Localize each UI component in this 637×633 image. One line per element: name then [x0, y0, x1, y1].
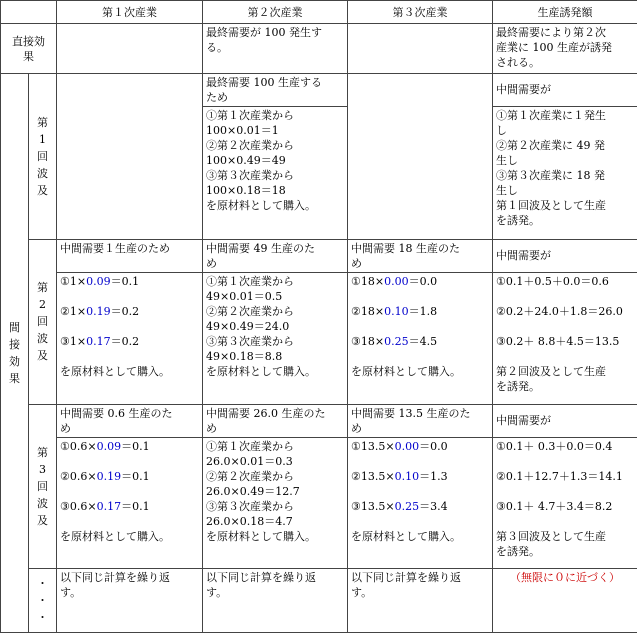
round2-primary-line-2: ②1×0.19＝0.2 — [60, 305, 140, 319]
round2-tertiary-line-2: ②18×0.10＝1.8 — [351, 305, 438, 319]
header-induced-production: 生産誘発額 — [493, 1, 637, 24]
round1-secondary-heading: 最終需要 100 生産する ため — [203, 74, 347, 107]
round1-secondary-cell — [203, 74, 348, 240]
round1-induced-body: ①第１次産業に１発生 し ②第２次産業に 49 発 生し ③第３次産業に 18 発 生し 第１回波及として生産 を誘発。 — [496, 109, 606, 228]
round2-secondary-body: ①第１次産業から 49×0.01＝0.5 ②第２次産業から 49×0.49＝24.0 ③第３次産業から 49×0.18＝8.8 を原材料として購入。 — [206, 275, 316, 379]
round3-primary-line-3: ③0.6×0.17＝0.1 — [60, 499, 150, 513]
round1-primary-cell — [57, 74, 203, 240]
indirect-effect-label: 間 接 効 果 — [1, 74, 29, 633]
round3-induced-heading: 中間需要が — [493, 405, 637, 438]
direct-induced-cell: 最終需要により第２次 産業に 100 生産が誘発 される。 — [493, 24, 637, 74]
round2-induced-cell — [493, 240, 637, 404]
round2-primary-line-3: ③1×0.17＝0.2 — [60, 335, 140, 349]
header-tertiary-industry: 第３次産業 — [348, 1, 493, 24]
direct-secondary-cell: 最終需要が 100 発生す る。 — [203, 24, 348, 74]
round1-secondary-body: ①第１次産業から 100×0.01＝1 ②第２次産業から 100×0.49＝49 ③第３次産業から 100×0.18＝18 を原材料として購入。 — [206, 109, 316, 213]
converge-note: （無限に０に近づく） — [510, 570, 620, 584]
round3-primary-body: ①0.6×0.09＝0.1 ②0.6×0.19＝0.1 ③0.6×0.17＝0.1 を原材料として購入。 — [57, 438, 202, 545]
round3-secondary-cell — [203, 404, 348, 568]
header-row — [1, 1, 637, 24]
direct-effect-label: 直接効 果 — [1, 24, 57, 74]
round2-row — [1, 240, 637, 404]
corner-cell — [1, 1, 57, 24]
round2-secondary-heading: 中間需要 49 生産のた め — [203, 240, 347, 273]
round2-secondary-cell — [203, 240, 348, 404]
direct-primary-cell — [57, 24, 203, 74]
round2-induced-heading: 中間需要が — [493, 240, 637, 273]
round3-tertiary-line-2: ②13.5×0.10＝1.3 — [351, 469, 448, 483]
round3-tertiary-heading: 中間需要 13.5 生産のた め — [348, 405, 492, 438]
round3-row — [1, 404, 637, 568]
continuation-secondary: 以下同じ計算を繰り返 す。 — [203, 568, 348, 632]
round3-tertiary-line-1: ①13.5×0.00＝0.0 — [351, 439, 448, 453]
continuation-primary: 以下同じ計算を繰り返 す。 — [57, 568, 203, 632]
header-primary-industry: 第１次産業 — [57, 1, 203, 24]
round3-primary-cell — [57, 404, 203, 568]
round3-induced-cell — [493, 404, 637, 568]
round2-tertiary-cell — [348, 240, 493, 404]
round2-tertiary-heading: 中間需要 18 生産のた め — [348, 240, 492, 273]
round2-label: 第 2 回 波 及 — [29, 240, 57, 404]
direct-tertiary-cell — [348, 24, 493, 74]
round1-label: 第 1 回 波 及 — [29, 74, 57, 240]
round2-tertiary-line-1: ①18×0.00＝0.0 — [351, 275, 438, 289]
round3-induced-body: ①0.1＋ 0.3＋0.0＝0.4 ②0.1＋12.7＋1.3＝14.1 ③0.1＋ 4.7＋3.4＝8.2 第３回波及として生産 を誘発。 — [496, 439, 623, 558]
continuation-tertiary: 以下同じ計算を繰り返 す。 — [348, 568, 493, 632]
round3-tertiary-body: ①13.5×0.00＝0.0 ②13.5×0.10＝1.3 ③13.5×0.25＝3.4 を原材料として購入。 — [348, 438, 492, 545]
round3-primary-heading: 中間需要 0.6 生産のた め — [57, 405, 202, 438]
round3-secondary-body: ①第１次産業から 26.0×0.01＝0.3 ②第２次産業から 26.0×0.49＝12.7 ③第３次産業から 26.0×0.18＝4.7 を原材料として購入。 — [206, 439, 316, 543]
round2-tertiary-line-3: ③18×0.25＝4.5 — [351, 335, 438, 349]
round2-primary-line-1: ①1×0.09＝0.1 — [60, 275, 140, 289]
continuation-row — [1, 568, 637, 632]
round3-label: 第 3 回 波 及 — [29, 404, 57, 568]
continuation-induced — [493, 568, 637, 632]
round1-tertiary-cell — [348, 74, 493, 240]
round3-tertiary-cell — [348, 404, 493, 568]
round3-tertiary-line-3: ③13.5×0.25＝3.4 — [351, 499, 448, 513]
round1-row — [1, 74, 637, 240]
round2-induced-body: ①0.1＋0.5＋0.0＝0.6 ②0.2＋24.0＋1.8＝26.0 ③0.2＋ 8.8＋4.5＝13.5 第２回波及として生産 を誘発。 — [496, 275, 623, 394]
round2-primary-heading: 中間需要１生産のため — [57, 240, 202, 273]
round2-primary-cell — [57, 240, 203, 404]
continuation-dots: ・ ・ ・ — [29, 568, 57, 632]
round1-induced-heading: 中間需要が — [493, 74, 637, 107]
round3-primary-line-2: ②0.6×0.19＝0.1 — [60, 469, 150, 483]
round1-induced-cell — [493, 74, 637, 240]
round2-primary-body: ①1×0.09＝0.1 ②1×0.19＝0.2 ③1×0.17＝0.2 を原材料として購入。 — [57, 273, 202, 380]
direct-effect-row — [1, 24, 637, 74]
header-secondary-industry: 第２次産業 — [203, 1, 348, 24]
round3-primary-line-1: ①0.6×0.09＝0.1 — [60, 439, 150, 453]
round3-secondary-heading: 中間需要 26.0 生産のた め — [203, 405, 347, 438]
round2-tertiary-body: ①18×0.00＝0.0 ②18×0.10＝1.8 ③18×0.25＝4.5 を原材料として購入。 — [348, 273, 492, 380]
